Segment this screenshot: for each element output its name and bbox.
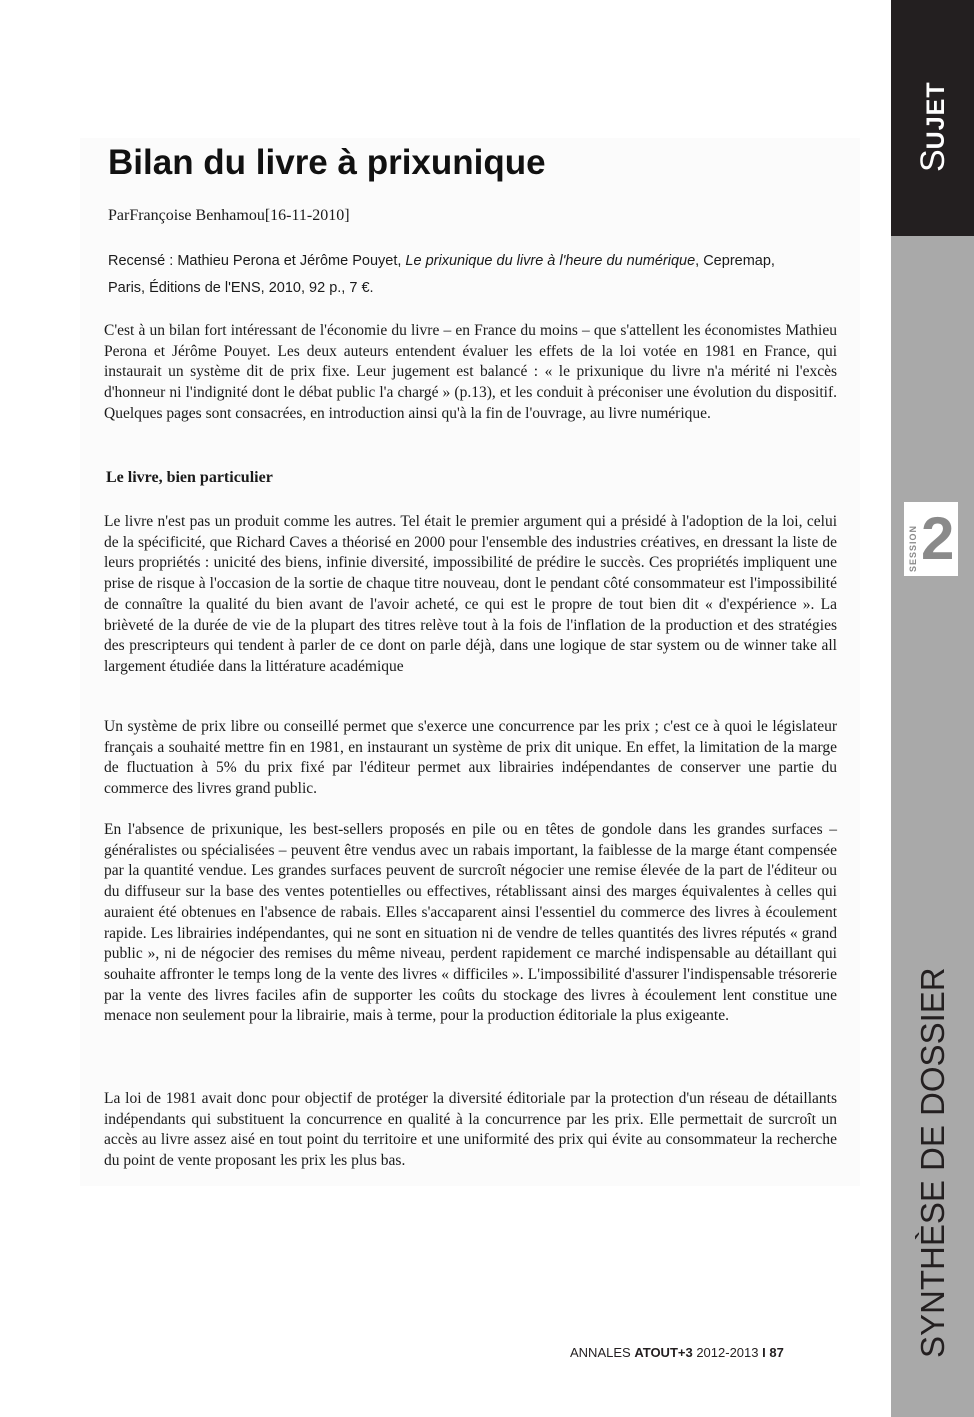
article-byline: ParFrançoise Benhamou[16-11-2010] xyxy=(108,207,350,224)
vertical-section-title: SYNTHÈSE DE DOSSIER xyxy=(914,967,951,1358)
footer-brand: ATOUT+3 xyxy=(634,1345,693,1360)
section-label-sujet: SUJET xyxy=(914,81,952,172)
intro-paragraph: C'est à un bilan fort intéressant de l'économie du livre – en France du moins – que s'attellent les économistes Mathieu Perona et Jérôme Pouyet. Les deux auteurs entendent évaluer les effets de la loi votée en 1981 en France, qui instaurait un système dit de prix fixe. Leur jugement est balancé : « le prixunique du livre n'a mérité ni l'excès d'honneur ni l'indignité dont le débat public l'a chargé » (p.13), et les conduit à préconiser une évolution du dispositif. Quelques pages sont consacrées, en introduction ainsi qu'à la fin de l'ouvrage, au livre numérique. xyxy=(104,322,837,422)
body-paragraph-4: La loi de 1981 avait donc pour objectif de protéger la diversité éditoriale par la protection d'un réseau de détaillants indépendants qui substituent la concurrence en qualité à la concurrence par les prix. Elle permettait de surcroît un accès au livre assez aisé en tout point du territoire et une uniformité des prix qui évite au consommateur la recherche du point de vente proposant les prix les plus bas. xyxy=(104,1090,837,1170)
footer-years: 2012-2013 xyxy=(692,1345,763,1360)
page-footer xyxy=(570,1344,784,1362)
session-number: 2 xyxy=(921,505,955,572)
review-prefix: Recensé : Mathieu Perona et Jérôme Pouyet, xyxy=(108,253,406,269)
body-paragraph-1: Le livre n'est pas un produit comme les autres. Tel était le premier argument qui a présidé à l'adoption de la loi, celui de la spécificité, que Richard Caves a théorisé en 2000 pour l'ensemble des industries créatives, en dressant la liste de leurs propriétés : unicité des biens, infinie diversité, impossibilité de prédire le succès. Ces propriétés impliquent une prise de risque à l'occasion de la sortie de chaque titre nouveau, dont le pendant côté consommateur est l'impossibilité de connaître la qualité du bien avant de l'avoir acheté, ce qui est le propre de tout bien dit « d'expérience ». La brièveté de la durée de vie de la plupart des titres relève tout à la fois de l'inflation de la production et des stratégies des prescripteurs qui tendent à parler de ce dont on parle déjà, dans une logique de star system ou de winner take all largement étudiée dans la littérature académique xyxy=(104,513,837,675)
body-paragraph-2: Un système de prix libre ou conseillé permet que s'exerce une concurrence par les prix ; c'est ce à quoi le législateur français a souhaité mettre fin en 1981, en instaurant un système de prix dit unique. En effet, la limitation de la marge de fluctuation à 5% du prix fixé par l'éditeur permet aux librairies indépendantes de conserver une partie du commerce des livres grand public. xyxy=(104,718,837,798)
section-sidebar xyxy=(891,0,974,1417)
session-badge xyxy=(904,502,958,576)
review-book-title: Le prixunique du livre à l'heure du numérique xyxy=(405,253,696,269)
body-paragraph-3: En l'absence de prixunique, les best-sellers proposés en pile ou en têtes de gondole dans les grandes surfaces – généralistes ou spécialisées – peuvent être vendus avec un rabais important, la faiblesse de la marge étant compensée par la quantité vendue. Les grandes surfaces peuvent de surcroît négocier une remise élevée de la part de l'éditeur ou du diffuseur sur la base des ventes potentielles ou effectives, rétablissant ainsi des marges équivalentes à celles qui auraient été obtenues en l'absence de rabais. Elles s'accaparent ainsi l'essentiel du commerce des livres à écoulement rapide. Les librairies indépendantes, qui ne sont en situation ni de vendre de telles quantités des livres réputés « grand public », ni de négocier des remises du même niveau, perdent rapidement ce marché indispensable au détaillant qui souhaite affronter le temps long de la vente des livres « difficiles ». L'impossibilité d'assurer l'indispensable trésorerie par la vente des livres faciles afin de supporter les coûts du stockage des livres à écoulement lent constitue une menace non seulement pour la librairie, mais à terme, pour la production éditoriale la plus exigeante. xyxy=(104,821,837,1025)
review-reference xyxy=(108,248,808,302)
review-suffix: , Cepremap, Paris, Éditions de l'ENS, 2010, 92 p., 7 €. xyxy=(108,253,775,296)
sidebar-section-tab xyxy=(891,0,974,236)
section-heading: Le livre, bien particulier xyxy=(106,469,273,486)
session-label: SESSION xyxy=(908,524,918,572)
article-title: Bilan du livre à prixunique xyxy=(108,143,546,182)
footer-prefix: ANNALES xyxy=(570,1345,635,1360)
page-number: I 87 xyxy=(762,1345,784,1360)
